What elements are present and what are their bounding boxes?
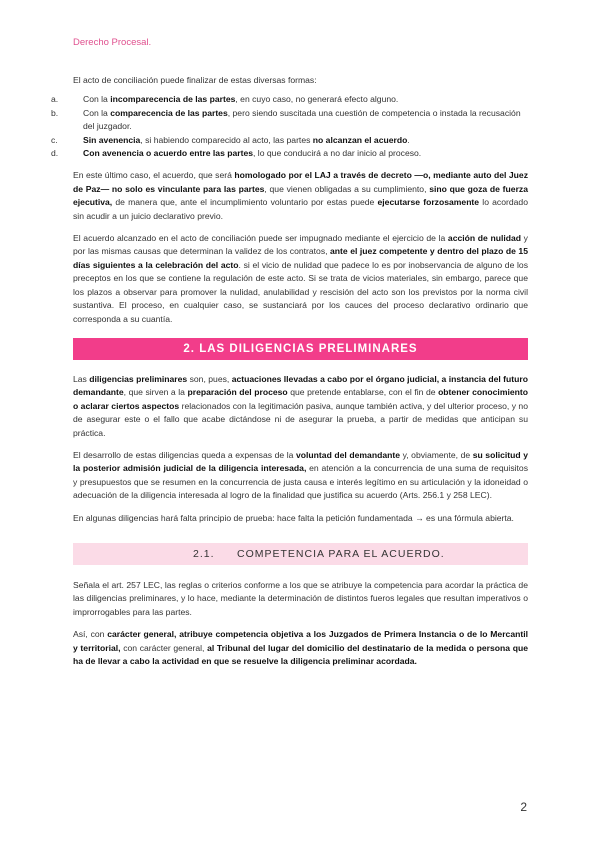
conciliation-outcomes-list xyxy=(51,93,528,160)
intro-paragraph: El acto de conciliación puede finalizar de estas diversas formas: xyxy=(73,75,317,85)
subsection-number: 2.1. xyxy=(193,547,215,560)
list-marker: d. xyxy=(51,148,59,159)
bold-phrase: no alcanzan el acuerdo xyxy=(312,134,408,145)
paragraph-diligencias-definition: Las diligencias preliminares son, pues, actuaciones llevadas a cabo por el órgano judicial, a instancia del futuro demandante, que sirven a la preparación del proceso que pretende entablarse, con el fin de obtener conocimiento o aclarar ciertos aspectos relacionados con la legitimación pasiva, aunque también activa, y del ulterior proceso, y no de asegurar este o el fallo que acabe dictándose ni de asegurar la prueba, a partir de medidas que anticipan su práctica. xyxy=(73,373,528,438)
list-marker: c. xyxy=(51,134,58,145)
list-item: d. Con avenencia o acuerdo entre las partes, lo que conducirá a no dar inicio al proceso. xyxy=(63,147,528,160)
subsection-title: COMPETENCIA PARA EL ACUERDO. xyxy=(237,547,445,560)
bold-phrase: comparecencia de las partes xyxy=(110,107,228,118)
document-body xyxy=(51,74,529,677)
subsection-heading-competencia xyxy=(73,543,528,565)
bold-phrase: Con avenencia o acuerdo entre las partes xyxy=(83,148,254,159)
list-marker: a. xyxy=(51,94,59,105)
list-marker: b. xyxy=(51,107,59,118)
paragraph-competencia-general: Así, con carácter general, atribuye competencia objetiva a los Juzgados de Primera Instancia o de lo Mercantil y territorial, con carácter general, al Tribunal del lugar del domicilio del destinatario de la medida o persona que ha de llevar a cabo la actividad en que se resuelve la diligencia preliminar acordada. xyxy=(73,629,528,666)
list-item: c. Sin avenencia, si habiendo comparecido al acto, las partes no alcanzan el acuerdo. xyxy=(63,134,528,147)
bold-phrase: incomparecencia de las partes xyxy=(110,94,236,105)
paragraph-diligencias-development: El desarrollo de estas diligencias queda a expensas de la voluntad del demandante y, obviamente, de su solicitud y la posterior admisión judicial de la diligencia interesada, en atención a la concurrencia de una suma de requisitos y presupuestos que se resumen en la concurrencia de justa causa e interés legítimo en su articulación y la idoneidad o adecuación de la diligencia interesada al logro de la finalidad que justifica su acuerdo (Arts. 256.1 y 258 LEC). xyxy=(73,449,528,501)
document-header-title: Derecho Procesal. xyxy=(73,37,152,48)
list-item: b. Con la comparecencia de las partes, pero siendo suscitada una cuestión de competencia o instada la recusación del juzgador. xyxy=(51,107,521,132)
section-heading-diligencias: 2. LAS DILIGENCIAS PRELIMINARES xyxy=(73,338,528,360)
paragraph-homologation: En este último caso, el acuerdo, que será homologado por el LAJ a través de decreto —o, mediante auto del Juez de Paz— no solo es vinculante para las partes, que vienen obligadas a su cumplimiento, sino que goza de fuerza ejecutiva, de manera que, ante el incumplimiento voluntario por estas puede ejecutarse forzosamente lo acordado sin acudir a un juicio declarativo previo. xyxy=(73,170,528,221)
paragraph-principio-prueba: En algunas diligencias hará falta principio de prueba: hace falta la petición fundamentada → es una fórmula abierta. xyxy=(73,512,514,523)
page-number: 2 xyxy=(520,800,527,814)
list-item: a. Con la incomparecencia de las partes, en cuyo caso, no generará efecto alguno. xyxy=(63,93,528,106)
paragraph-nullity: El acuerdo alcanzado en el acto de conciliación puede ser impugnado mediante el ejercicio de la acción de nulidad y por las mismas causas que determinan la validez de los contratos, ante el juez competente y dentro del plazo de 15 días siguientes a la celebración del acto. si el vicio de nulidad que padece lo es por inobservancia de alguno de los preceptos en los que se contiene la regulación de este acto. Si se trata de vicios materiales, sin embargo, parece que los plazos a observar para promover la nulidad, anulabilidad y rescisión del acto son los previstos por la norma civil sustantiva. El proceso, en cualquier caso, se sustanciará por los cauces del proceso declarativo ordinario que corresponda a su cuantía. xyxy=(73,233,529,324)
bold-phrase: Sin avenencia xyxy=(83,134,141,145)
paragraph-art-257: Señala el art. 257 LEC, las reglas o criterios conforme a los que se atribuye la competencia para acordar la práctica de las diligencias preliminares, y lo hace, mediante la determinación de distintos fueros legales que resultan imperativos o improrrogables para las partes. xyxy=(73,579,528,617)
